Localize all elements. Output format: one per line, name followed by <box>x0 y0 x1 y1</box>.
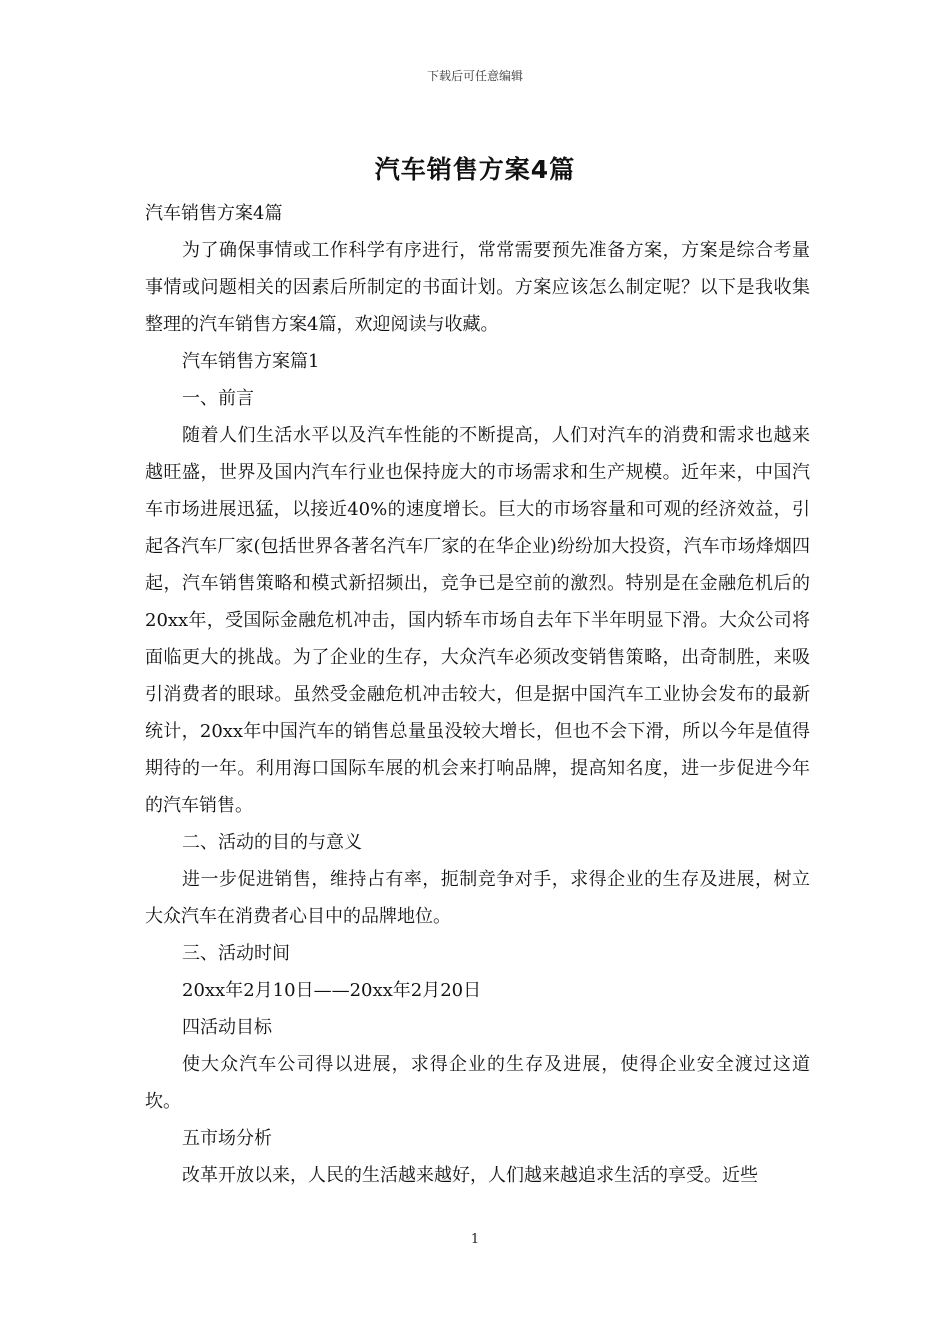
header-note: 下载后可任意编辑 <box>426 69 523 83</box>
section-heading-purpose: 二、活动的目的与意义 <box>182 832 362 853</box>
section-heading-time: 三、活动时间 <box>182 943 290 964</box>
document-title: 汽车销售方案4篇 <box>374 155 576 184</box>
intro-paragraph: 为了确保事情或工作科学有序进行，常常需要预先准备方案，方案是综合考量事情或问题相关的因素后所制定的书面计划。方案应该怎么制定呢？以下是我收集整理的汽车销售方案4篇，欢迎阅读与收藏。 <box>145 240 810 335</box>
subtitle-paragraph: 汽车销售方案4篇 <box>145 203 283 224</box>
section-heading-goal: 四活动目标 <box>182 1017 272 1038</box>
section-heading-preface: 一、前言 <box>182 388 254 409</box>
document-body <box>145 195 810 1194</box>
section-heading-market: 五市场分析 <box>182 1128 272 1149</box>
preface-paragraph: 随着人们生活水平以及汽车性能的不断提高，人们对汽车的消费和需求也越来越旺盛，世界及国内汽车行业也保持庞大的市场需求和生产规模。近年来，中国汽车市场进展迅猛，以接近40%的速度增长。巨大的市场容量和可观的经济效益，引起各汽车厂家(包括世界各著名汽车厂家的在华企业)纷纷加大投资，汽车市场烽烟四起，汽车销售策略和模式新招频出，竞争已是空前的激烈。特别是在金融危机后的20xx年，受国际金融危机冲击，国内轿车市场自去年下半年明显下滑。大众公司将面临更大的挑战。为了企业的生存，大众汽车必须改变销售策略，出奇制胜，来吸引消费者的眼球。虽然受金融危机冲击较大，但是据中国汽车工业协会发布的最新统计，20xx年中国汽车的销售总量虽没较大增长，但也不会下滑，所以今年是值得期待的一年。利用海口国际车展的机会来打响品牌，提高知名度，进一步促进今年的汽车销售。 <box>145 425 810 816</box>
goal-paragraph: 使大众汽车公司得以进展，求得企业的生存及进展，使得企业安全渡过这道坎。 <box>145 1054 810 1112</box>
page-number: 1 <box>470 1232 480 1247</box>
market-paragraph: 改革开放以来，人民的生活越来越好，人们越来越追求生活的享受。近些 <box>182 1165 758 1186</box>
time-paragraph: 20xx年2月10日——20xx年2月20日 <box>182 980 482 1001</box>
purpose-paragraph: 进一步促进销售，维持占有率，扼制竞争对手，求得企业的生存及进展，树立大众汽车在消费者心目中的品牌地位。 <box>145 869 810 927</box>
section-heading-part1: 汽车销售方案篇1 <box>182 351 320 372</box>
